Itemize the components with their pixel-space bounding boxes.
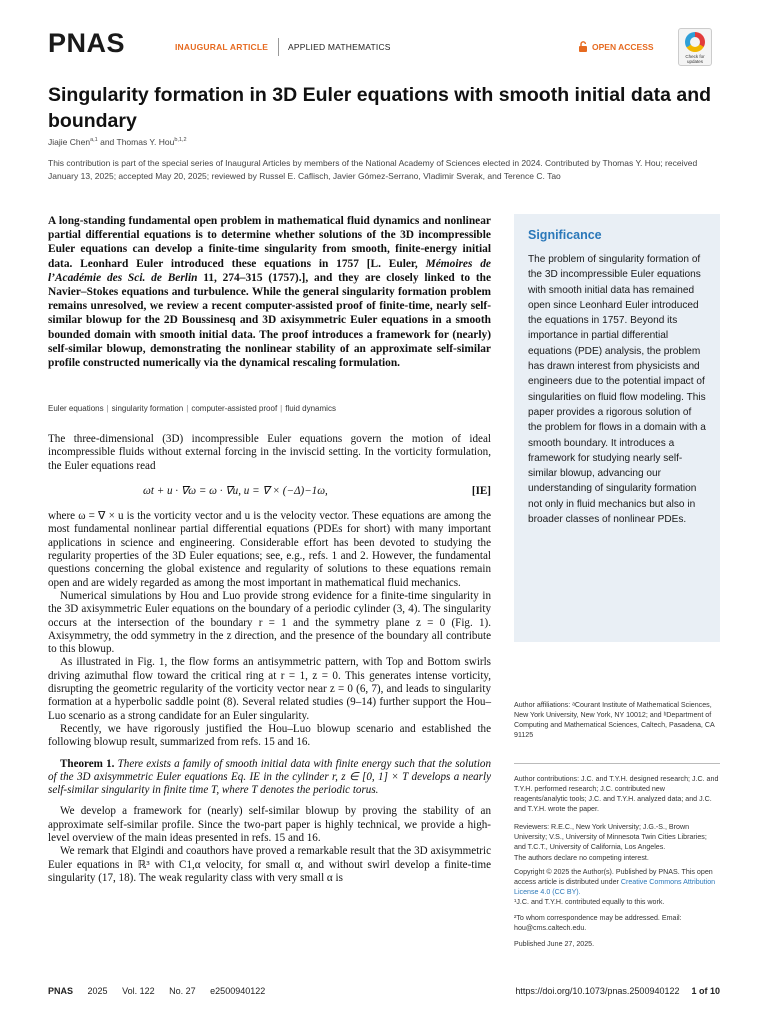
abstract-text: A long-standing fundamental open problem in mathematical fluid dynamics and nonlinear partial differential equations is to determine whether solutions of the 3D incompressible Euler equations can develop a finite-time singularity from smooth, finite-energy initial data. Leonhard Euler introduced these equations in 1757 [L. Euler, xyxy=(48,215,491,270)
article-type-tag[interactable]: INAUGURAL ARTICLE xyxy=(175,42,269,52)
footer-year: 2025 xyxy=(87,986,108,996)
abstract-text: 11, 274–315 (1757).], and they are closely linked to the Navier–Stokes equations and turbulence. While the general singularity formation problem remains unresolved, we review a recent computer-assisted proof of finite-time, nearly self-similar blowup for the 2D Boussinesq and 3D axisymmetric Euler equations in a smooth bounded domain with smooth initial data. The proof introduces a framework for (nearly) self-similar blowup, demonstrating the nonlinear stability of an approximate self-similar profile constructed numerically via the dynamical rescaling formulation. xyxy=(48,271,491,370)
body-paragraph: The three-dimensional (3D) incompressible Euler equations govern the motion of ideal incompressible fluids without external forcing in the inviscid setting. In the vorticity formulation, the Euler equations read xyxy=(48,433,491,472)
body-paragraph: Numerical simulations by Hou and Luo provide strong evidence for a finite-time singularity in the 3D axisymmetric Euler equations on the boundary of a periodic cylinder (3, 4). The singularity occurs at the intersection of the boundary r = 1 and the symmetry plane z = 0 (Fig. 1). Axisymmetry, the odd symmetry in the z direction, and the presence of the boundary all contribute to this blowup. xyxy=(48,589,491,656)
body-paragraph: We remark that Elgindi and coauthors have proved a remarkable result that the 3D axisymmetric Euler equations in ℝ³ with C1,α velocity, for small α, and without swirl develop a finite-time singularity (17, 18). The weak regularity class with very small α is xyxy=(48,845,491,884)
author-link[interactable]: Jiajie Chen xyxy=(48,137,91,147)
theorem xyxy=(48,758,491,798)
body-paragraph: As illustrated in Fig. 1, the flow forms an antisymmetric pattern, with Top and Bottom swirls driving azimuthal flow toward the critical ring at r = 1, z = 0. This generates intense vorticity, disrupting the geometric regularity of the vorticity vector near z = 0 (6, 7), and leads to singularity formation at a hyperbolic saddle point (8). Several related studies (9–14) further support the Hou–Luo scenario as a strong candidate for an Euler singularity. xyxy=(48,656,491,722)
contribution-note: This contribution is part of the special series of Inaugural Articles by members of the National Academy of Sciences elected in 2024. Contributed by Thomas Y. Hou; received January 13, 2025; accepted May 20, 2025; reviewed by Russel E. Caflisch, Javier Gómez-Serrano, Vladimir Sverak, and Terence C. Tao xyxy=(48,158,698,181)
page-number: 1 of 10 xyxy=(691,986,720,996)
author-conjunction: and xyxy=(100,137,115,147)
doi-link[interactable]: https://doi.org/10.1073/pnas.2500940122 xyxy=(515,986,680,996)
updates-badge-icon xyxy=(685,32,705,52)
keyword-separator: | xyxy=(106,404,109,413)
footer-volume: Vol. 122 xyxy=(122,986,155,996)
author-affiliations: Author affiliations: ᵃCourant Institute of Mathematical Sciences, New York University, New York, NY 10012; and ᵇDepartment of Computing and Mathematical Sciences, Caltech, Pasadena, CA 91125 xyxy=(514,701,715,739)
keyword[interactable]: computer-assisted proof xyxy=(191,404,278,413)
display-equation xyxy=(48,485,491,498)
keyword[interactable]: Euler equations xyxy=(48,404,104,413)
license-link[interactable]: Creative Commons Attribution License 4.0 (CC BY). xyxy=(514,878,716,896)
significance-title: Significance xyxy=(528,228,602,242)
open-access-text: OPEN ACCESS xyxy=(592,41,654,52)
footer-right xyxy=(515,986,720,996)
keyword[interactable]: singularity formation xyxy=(111,404,184,413)
footer-article-id: e2500940122 xyxy=(210,986,266,996)
footer-issue: No. 27 xyxy=(169,986,196,996)
significance-text: The problem of singularity formation of the 3D incompressible Euler equations with smooth initial data has remained open since Leonhard Euler introduced the equations in 1757. Beyond its importance in partial differential equations (PDE) analysis, the problem has drawn interest from physicists and engineers due to the potential impact of singularities on fluid flow modeling. This paper provides a rigorous solution of the problem for flows in a domain with a smooth boundary. It introduces a framework for studying nearly self-similar blowup, advancing our understanding of singularity formation not only in fluid mechanics but also in broader classes of nonlinear PDEs. xyxy=(528,254,706,526)
equation-label: [IE] xyxy=(471,484,491,497)
keyword-separator: | xyxy=(280,404,283,413)
article-body xyxy=(48,433,491,885)
keyword-separator: | xyxy=(186,404,189,413)
open-access-label[interactable] xyxy=(578,41,654,52)
author-link[interactable]: Thomas Y. Hou xyxy=(116,137,175,147)
footnote-1: ¹J.C. and T.Y.H. contributed equally to this work. xyxy=(514,898,665,906)
abstract xyxy=(48,214,491,370)
theorem-text: There exists a family of smooth initial data with finite energy such that the solution of the 3D axisymmetric Euler equations Eq. IE in the cylinder r, z ∈ [0, 1] × T develops a nearly self-similar singularity in finite time T, where T denotes the periodic torus. xyxy=(48,757,491,797)
side-divider xyxy=(514,763,720,764)
equation-expression: ωt + u · ∇ω = ω · ∇u, u = ∇ × (−Δ)−1ω, xyxy=(143,484,328,497)
author-contributions: Author contributions: J.C. and T.Y.H. designed research; J.C. and T.Y.H. performed research; J.C. contributed new reagents/analytic tools; J.C. and T.Y.H. analyzed data; and J.C. and T.Y.H. wrote the paper. xyxy=(514,775,719,813)
updates-badge-text: Check for updates xyxy=(685,54,705,64)
footer-journal: PNAS xyxy=(48,986,74,996)
theorem-label: Theorem 1. xyxy=(60,757,115,770)
published-date: Published June 27, 2025. xyxy=(514,940,595,948)
article-title: Singularity formation in 3D Euler equations with smooth initial data and boundary xyxy=(48,84,712,132)
body-paragraph: where ω = ∇ × u is the vorticity vector and u is the velocity vector. These equations are among the most fundamental nonlinear partial differential equations (PDEs for short) with many important applications in science and engineering. Considerable effort has been devoted to studying the regularity properties of the 3D Euler equations; see, e.g., refs. 1 and 2. However, the fundamental questions concerning the global existence and regularity of solutions to these equations remain open and are widely regarded as among the most important in mathematical fluid mechanics. xyxy=(48,510,491,589)
keyword[interactable]: fluid dynamics xyxy=(285,404,336,413)
header-divider xyxy=(278,38,279,56)
section-tag[interactable]: APPLIED MATHEMATICS xyxy=(288,42,391,52)
author-line xyxy=(48,137,187,147)
author-affiliation-sup: b,1,2 xyxy=(174,137,187,144)
footer-citation xyxy=(48,986,277,996)
reviewers-note: Reviewers: R.E.C., New York University; J.G.-S., Brown University; V.S., University of Minnesota Twin Cities Libraries; and T.C.T., University of California, Los Angeles. xyxy=(514,823,707,851)
open-lock-icon xyxy=(578,41,588,52)
footnote-2: ²To whom correspondence may be addressed. Email: hou@cms.caltech.edu. xyxy=(514,914,682,932)
page-header xyxy=(48,28,720,68)
body-paragraph: Recently, we have rigorously justified the Hou–Luo blowup scenario and established the following blowup result, summarized from refs. 15 and 16. xyxy=(48,722,491,749)
body-paragraph: We develop a framework for (nearly) self-similar blowup by proving the stability of an approximate self-similar profile. Since the two-part paper is highly technical, we provide a high-level overview of the main ideas presented in refs. 15 and 16. xyxy=(48,805,491,845)
significance-box xyxy=(514,214,720,642)
author-affiliation-sup: a,1 xyxy=(90,137,98,144)
copyright-text: Copyright © 2025 the Author(s). Published by PNAS. This open access article is distributed under xyxy=(514,868,713,886)
competing-interest: The authors declare no competing interest. xyxy=(514,854,649,862)
abstract-citation: Mémoires de l’Académie des Sci. de Berlin xyxy=(48,257,491,284)
journal-logo[interactable]: PNAS xyxy=(48,28,126,58)
keywords xyxy=(48,404,491,413)
check-for-updates-button[interactable] xyxy=(678,28,712,66)
copyright-note xyxy=(514,867,720,897)
